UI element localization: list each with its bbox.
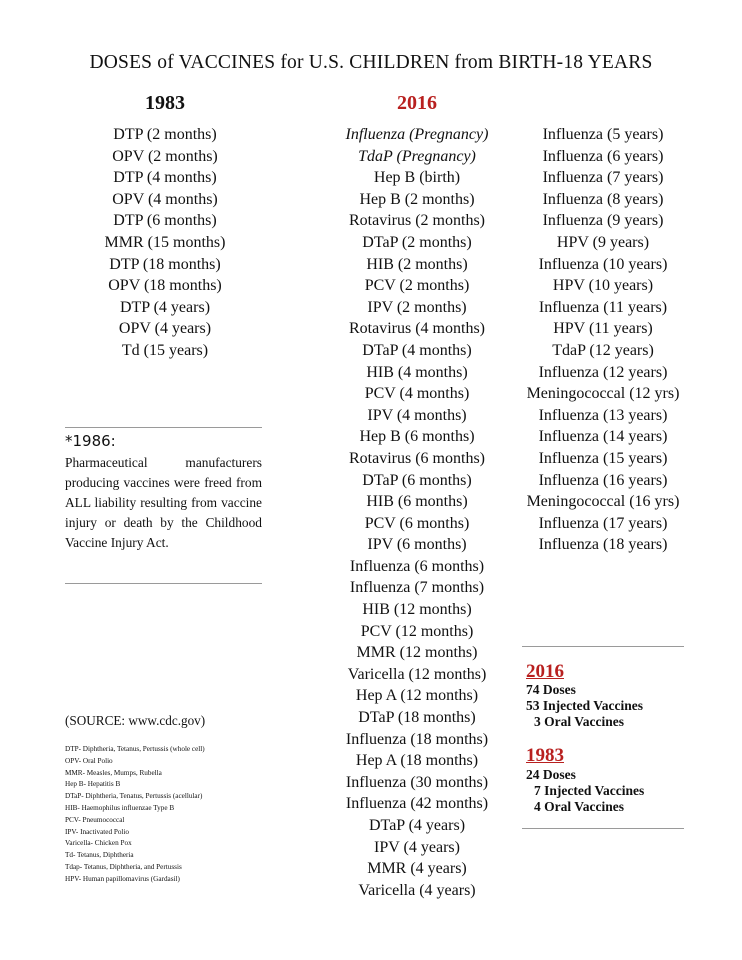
list-item: Influenza (13 years) [538,406,668,424]
list-item: HIB (4 months) [366,363,468,381]
list-item: Influenza (30 months) [345,773,489,791]
list-item: Influenza (6 months) [349,557,485,575]
vaccine-list-2016-right [515,124,691,556]
list-item: IPV (4 years) [374,838,460,856]
list-item: Meningococcal (12 yrs) [526,385,680,403]
note-bottom-divider [65,583,262,584]
list-item: Influenza (Pregnancy) [345,126,489,143]
summary-year-1983: 1983 [526,745,564,766]
source-citation: (SOURCE: www.cdc.gov) [65,713,206,728]
list-item: Rotavirus (4 months) [349,320,485,338]
list-item: Influenza (9 years) [542,212,664,230]
list-item: PCV- Pneumococcal [65,815,125,824]
list-item: MMR- Measles, Mumps, Rubella [65,768,162,777]
list-item: HPV- Human papillomavirus (Gardasil) [65,874,180,883]
page-title: DOSES of VACCINES for U.S. CHILDREN from BIRTH-18 YEARS [89,52,653,73]
list-item: Varicella (12 months) [347,665,487,683]
list-item: Influenza (11 years) [538,298,668,316]
vaccine-list-2016-left [330,124,504,901]
summary-1983-doses: 24 Doses [526,767,576,782]
summary-2016-doses: 74 Doses [526,682,576,697]
list-item: Varicella- Chicken Pox [65,839,132,848]
list-item: PCV (4 months) [364,385,470,403]
summary-top-divider [522,646,684,647]
list-item: IPV (2 months) [367,298,467,316]
list-item: Influenza (10 years) [538,255,668,273]
list-item: Rotavirus (2 months) [349,212,485,230]
list-item: TdaP (12 years) [552,341,654,359]
list-item: Influenza (7 years) [542,169,664,187]
list-item: HIB (12 months) [362,601,472,619]
summary-bottom-divider [522,828,684,829]
list-item: OPV (4 months) [112,190,218,208]
list-item: Hep B (6 months) [359,428,475,446]
list-item: DTaP- Diphtheria, Tenatus, Pertussis (acellular) [65,792,203,801]
list-item: OPV (2 months) [112,147,218,165]
list-item: IPV (4 months) [367,406,467,424]
list-item: Hep B- Hepatitis B [65,780,121,789]
list-item: IPV- Inactivated Polio [65,827,130,836]
list-item: Hep B (birth) [373,169,461,187]
list-item: Tdap- Tetanus, Diphtheria, and Pertussis [65,862,182,871]
vaccine-list-1983 [90,124,240,362]
list-item: HIB- Haemophilus influenzae Type B [65,803,175,812]
note-body: Pharmaceutical manufacturers producing vaccines were freed from ALL liability resulting from vaccine injury or death by the Childhood Vaccine Injury Act. [65,455,262,550]
summary-2016-oral: 3 Oral Vaccines [534,714,624,729]
list-item: Hep A (12 months) [355,687,479,705]
list-item: DTP (4 months) [113,169,217,187]
list-item: DTaP (6 months) [362,471,472,489]
column-heading-2016: 2016 [397,92,437,114]
list-item: Influenza (6 years) [542,147,664,165]
summary-1983-injected: 7 Injected Vaccines [534,783,645,798]
list-item: OPV (18 months) [108,277,222,295]
list-item: Influenza (12 years) [538,363,668,381]
list-item: PCV (12 months) [360,622,474,640]
list-item: Varicella (4 years) [358,881,476,899]
summary-year-2016: 2016 [526,661,564,682]
list-item: Meningococcal (16 yrs) [526,493,680,511]
note-heading: *1986: [65,432,116,450]
list-item: Influenza (15 years) [538,449,668,467]
list-item: DTaP (4 months) [362,341,472,359]
list-item: HIB (6 months) [366,493,468,511]
list-item: HPV (9 years) [556,233,650,251]
summary-2016-injected: 53 Injected Vaccines [526,698,643,713]
list-item: IPV (6 months) [367,536,467,554]
list-item: Influenza (7 months) [349,579,485,597]
list-item: MMR (15 months) [104,233,226,251]
list-item: Rotavirus (6 months) [349,449,485,467]
list-item: Hep A (18 months) [355,752,479,770]
list-item: DTP- Diphtheria, Tetanus, Pertussis (whole cell) [65,745,205,753]
summary-1983-oral: 4 Oral Vaccines [534,799,624,814]
abbreviation-list [65,744,205,886]
list-item: DTP (18 months) [109,255,221,273]
list-item: HPV (11 years) [553,320,653,338]
list-item: Hep B (2 months) [359,190,475,208]
list-item: Td (15 years) [121,341,209,359]
list-item: DTP (2 months) [113,126,217,143]
list-item: Influenza (17 years) [538,514,668,532]
list-item: MMR (4 years) [367,860,467,878]
list-item: PCV (6 months) [364,514,470,532]
column-heading-1983: 1983 [145,92,185,114]
list-item: DTP (6 months) [113,212,217,230]
list-item: DTaP (2 months) [362,233,472,251]
list-item: OPV (4 years) [118,320,212,338]
list-item: Influenza (18 months) [345,730,489,748]
list-item: Influenza (14 years) [538,428,668,446]
list-item: Influenza (8 years) [542,190,664,208]
list-item: DTaP (4 years) [368,817,466,834]
note-top-divider [65,427,262,428]
list-item: MMR (12 months) [356,644,478,662]
list-item: OPV- Oral Polio [65,756,113,765]
list-item: Influenza (18 years) [538,536,668,554]
list-item: TdaP (Pregnancy) [358,147,476,165]
list-item: Influenza (42 months) [345,795,489,813]
list-item: HPV (10 years) [552,277,654,295]
list-item: HIB (2 months) [366,255,468,273]
list-item: Influenza (5 years) [542,126,664,143]
list-item: DTaP (18 months) [358,709,476,727]
list-item: DTP (4 years) [119,298,211,316]
list-item: PCV (2 months) [364,277,470,295]
list-item: Influenza (16 years) [538,471,668,489]
list-item: Td- Tetanus, Diphtheria [65,851,134,860]
